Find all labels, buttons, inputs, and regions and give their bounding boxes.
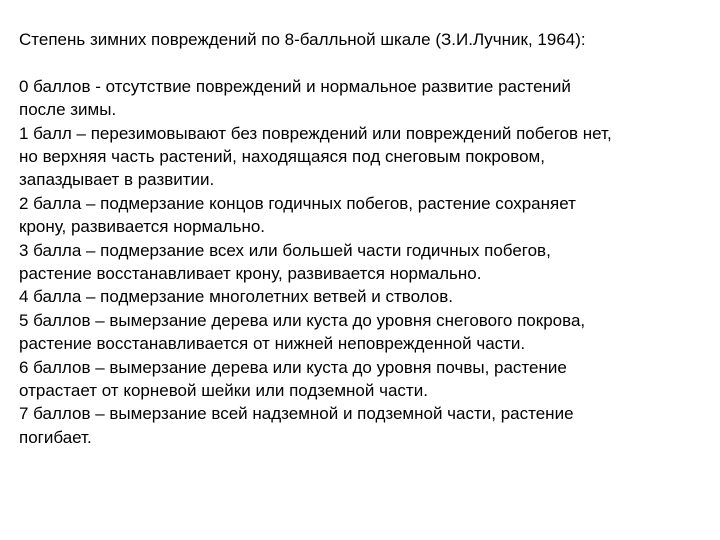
text-block <box>19 28 719 449</box>
scale-item-7 <box>19 402 719 449</box>
scale-item-5 <box>19 309 719 356</box>
scale-item-line: 4 балла – подмерзание многолетних ветвей и стволов. <box>19 287 454 307</box>
spacer <box>19 51 719 74</box>
scale-item-line: 2 балла – подмерзание концов годичных побегов, растение сохраняет <box>19 193 576 213</box>
scale-item-line: растение восстанавливается от нижней неповрежденной части. <box>19 334 526 354</box>
scale-item-line: растение восстанавливает крону, развивается нормально. <box>19 264 482 284</box>
scale-item-line: 3 балла – подмерзание всех или большей части годичных побегов, <box>19 240 551 260</box>
scale-item-line: 1 балл – перезимовывают без повреждений или повреждений побегов нет, <box>19 123 612 143</box>
scale-item-line: после зимы. <box>19 100 117 120</box>
scale-item-line: но верхняя часть растений, находящаяся под снеговым покровом, <box>19 147 545 167</box>
scale-item-line: 5 баллов – вымерзание дерева или куста до уровня снегового покрова, <box>19 310 586 330</box>
slide-title: Степень зимних повреждений по 8-балльной шкале (З.И.Лучник, 1964): <box>19 30 586 49</box>
scale-item-line: крону, развивается нормально. <box>19 217 266 237</box>
scale-item-line: запаздывает в развитии. <box>19 170 215 190</box>
scale-item-4 <box>19 285 719 308</box>
scale-item-line: погибает. <box>19 427 92 447</box>
scale-item-3 <box>19 239 719 286</box>
scale-item-1 <box>19 122 719 192</box>
scale-item-line: 6 баллов – вымерзание дерева или куста до уровня почвы, растение <box>19 357 567 377</box>
scale-item-2 <box>19 192 719 239</box>
scale-item-0 <box>19 75 719 122</box>
scale-item-line: 7 баллов – вымерзание всей надземной и подземной части, растение <box>19 404 574 424</box>
scale-item-6 <box>19 356 719 403</box>
scale-item-line: 0 баллов - отсутствие повреждений и нормальное развитие растений <box>19 76 571 96</box>
scale-item-line: отрастает от корневой шейки или подземной части. <box>19 381 428 401</box>
